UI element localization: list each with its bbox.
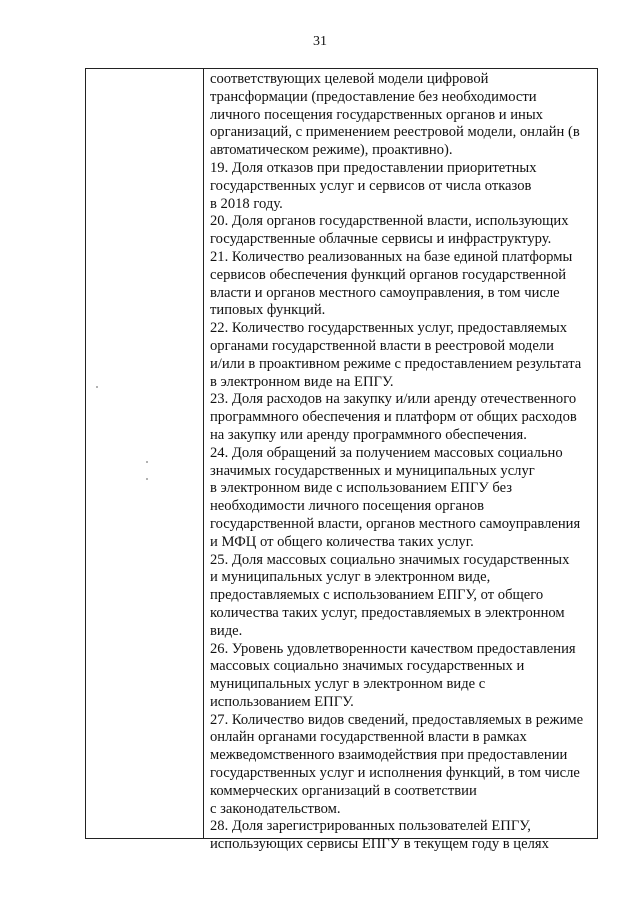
text-line: использующих сервисы ЕПГУ в текущем году в целях bbox=[210, 836, 549, 853]
text-line: 26. Уровень удовлетворенности качеством предоставления bbox=[210, 640, 576, 657]
text-line: онлайн органами государственной власти в рамках bbox=[210, 729, 527, 746]
text-line: 23. Доля расходов на закупку и/или аренду отечественного bbox=[210, 391, 577, 408]
text-line: массовых социально значимых государственных и bbox=[210, 658, 525, 675]
text-line: значимых государственных и муниципальных услуг bbox=[210, 462, 535, 479]
text-line: 24. Доля обращений за получением массовых социально bbox=[210, 444, 563, 461]
text-line: предоставляемых с использованием ЕПГУ, от общего bbox=[210, 587, 544, 604]
scan-speck bbox=[146, 461, 148, 463]
text-line: власти и органов местного самоуправления, в том числе bbox=[210, 284, 560, 301]
text-line: виде. bbox=[210, 622, 243, 639]
text-line: государственных услуг и сервисов от числа отказов bbox=[210, 177, 532, 194]
text-line: 19. Доля отказов при предоставлении приоритетных bbox=[210, 159, 537, 176]
text-line: 28. Доля зарегистрированных пользователей ЕПГУ, bbox=[210, 818, 531, 835]
text-line: количества таких услуг, предоставляемых в электронном bbox=[210, 604, 565, 621]
text-line: муниципальных услуг в электронном виде с bbox=[210, 676, 486, 693]
text-line: в 2018 году. bbox=[210, 195, 283, 212]
scan-speck bbox=[146, 478, 148, 480]
text-line: в электронном виде с использованием ЕПГУ без bbox=[210, 480, 513, 497]
text-line: 25. Доля массовых социально значимых государственных bbox=[210, 551, 570, 568]
text-line: 20. Доля органов государственной власти, использующих bbox=[210, 213, 569, 230]
text-line: межведомственного взаимодействия при предоставлении bbox=[210, 747, 568, 764]
text-line: коммерческих организаций в соответствии bbox=[210, 782, 477, 799]
text-line: государственных услуг и исполнения функций, в том числе bbox=[210, 765, 580, 782]
text-line: 27. Количество видов сведений, предоставляемых в режиме bbox=[210, 711, 584, 728]
text-line: соответствующих целевой модели цифровой bbox=[210, 71, 489, 87]
text-line: программного обеспечения и платформ от общих расходов bbox=[210, 409, 577, 426]
text-line: и МФЦ от общего количества таких услуг. bbox=[210, 533, 474, 550]
text-line: необходимости личного посещения органов bbox=[210, 498, 484, 515]
text-line: государственной власти, органов местного самоуправления bbox=[210, 515, 581, 532]
text-line: и/или в проактивном режиме с предоставлением результата bbox=[210, 355, 582, 372]
text-line: 22. Количество государственных услуг, предоставляемых bbox=[210, 320, 568, 337]
text-line: сервисов обеспечения функций органов государственной bbox=[210, 266, 567, 283]
text-line: в электронном виде на ЕПГУ. bbox=[210, 373, 394, 390]
text-line: на закупку или аренду программного обеспечения. bbox=[210, 426, 527, 443]
page-number: 31 bbox=[313, 34, 327, 49]
text-line: трансформации (предоставление без необходимости bbox=[210, 88, 537, 105]
text-line: 21. Количество реализованных на базе единой платформы bbox=[210, 248, 573, 265]
text-line: использованием ЕПГУ. bbox=[210, 693, 354, 710]
indicators-table bbox=[85, 68, 598, 853]
text-line: с законодательством. bbox=[210, 800, 341, 817]
text-line: и муниципальных услуг в электронном виде, bbox=[210, 569, 491, 586]
text-line: органами государственной власти в реестровой модели bbox=[210, 337, 554, 354]
text-line: типовых функций. bbox=[210, 302, 326, 319]
indicators-text-cell bbox=[210, 71, 596, 854]
text-line: личного посещения государственных органов и иных bbox=[210, 106, 543, 123]
text-line: организаций, с применением реестровой модели, онлайн (в bbox=[210, 124, 580, 141]
text-line: автоматическом режиме), проактивно). bbox=[210, 142, 453, 159]
column-divider bbox=[203, 69, 204, 838]
text-line: государственные облачные сервисы и инфраструктуру. bbox=[210, 231, 552, 248]
scan-speck bbox=[96, 386, 98, 388]
